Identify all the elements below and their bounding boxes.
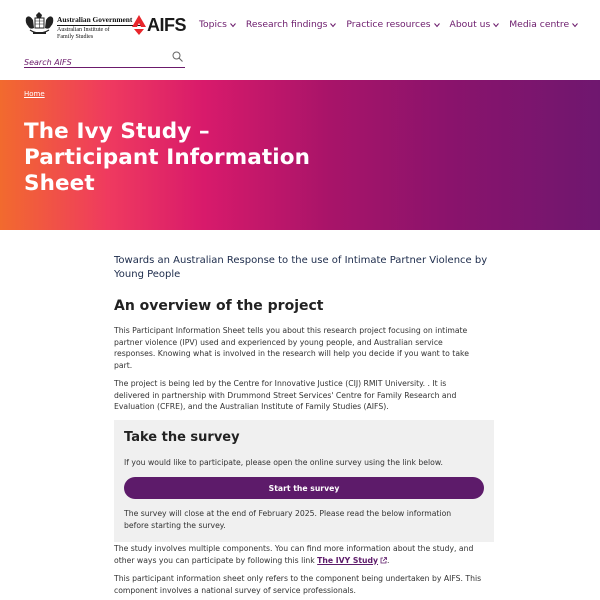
nav-practice-resources[interactable]	[346, 19, 439, 30]
hero-banner	[0, 80, 600, 230]
nav-research-findings[interactable]	[246, 19, 337, 30]
aifs-component-paragraph: This participant information sheet only refers to the component being undertaken by AIFS. This component involves a national survey of service professionals.	[114, 574, 482, 595]
nav-media-centre[interactable]	[509, 19, 578, 30]
p3-text: The study involves multiple components. You can find more information about the study, and other ways you can participate by following this link	[114, 544, 474, 565]
page-subtitle: Towards an Australian Response to the use of Intimate Partner Violence by Young People	[114, 255, 488, 280]
nav-topics[interactable]	[199, 19, 236, 30]
nav-research-findings-label: Research findings	[245, 19, 328, 30]
aifs-mark-icon	[132, 15, 146, 35]
chevron-down-icon	[230, 22, 236, 28]
chevron-down-icon	[572, 22, 578, 28]
search-icon[interactable]	[172, 51, 183, 62]
aifs-logo[interactable]	[132, 14, 186, 36]
chevron-down-icon	[434, 22, 440, 28]
main-nav	[199, 19, 588, 30]
gov-line-2b: Family Studies	[57, 34, 94, 40]
site-header	[0, 0, 600, 80]
survey-title: Take the survey	[124, 430, 240, 445]
australian-government-logo[interactable]	[24, 10, 133, 44]
p3-end: .	[387, 555, 390, 565]
chevron-down-icon	[330, 22, 336, 28]
study-components-paragraph	[114, 543, 484, 566]
page-title: The Ivy Study – Participant Information Sheet	[24, 119, 310, 196]
gov-line-1: Australian Government	[57, 15, 133, 24]
nav-about-us-label: About us	[449, 19, 491, 30]
search-bar	[24, 50, 185, 68]
nav-practice-resources-label: Practice resources	[346, 19, 431, 30]
breadcrumb-home[interactable]: Home	[24, 90, 45, 98]
search-input[interactable]	[24, 55, 164, 71]
coat-of-arms-icon	[24, 10, 55, 38]
survey-callout	[114, 420, 494, 542]
overview-paragraph-2: The project is being led by the Centre for Innovative Justice (CIJ) RMIT University. . It is delivered in partnership with Drummond Street Services' Centre for Family Research and Evaluation (CFRE), and the Australian Institute of Family Studies (AIFS).	[114, 379, 457, 411]
ivy-study-link-label: The IVY Study	[317, 555, 379, 565]
nav-media-centre-label: Media centre	[509, 19, 570, 30]
gov-line-2a: Australian Institute of	[57, 27, 110, 33]
survey-close-note: The survey will close at the end of February 2025. Please read the below information before starting the survey.	[124, 509, 452, 530]
nav-topics-label: Topics	[199, 19, 227, 30]
overview-paragraph-1: This Participant Information Sheet tells you about this research project focusing on intimate partner violence (IPV) used and experienced by young people, and Australian service responses. Knowing what is involved in the research will help you decide if you want to take part.	[114, 326, 469, 370]
start-survey-button[interactable]: Start the survey	[124, 477, 484, 499]
external-link-icon	[380, 555, 390, 565]
survey-description: If you would like to participate, please open the online survey using the link below.	[124, 458, 443, 467]
overview-heading: An overview of the project	[114, 298, 324, 314]
nav-about-us[interactable]	[450, 19, 500, 30]
aifs-wordmark: AIFS	[147, 14, 187, 35]
ivy-study-link[interactable]	[317, 555, 390, 565]
chevron-down-icon	[493, 22, 499, 28]
